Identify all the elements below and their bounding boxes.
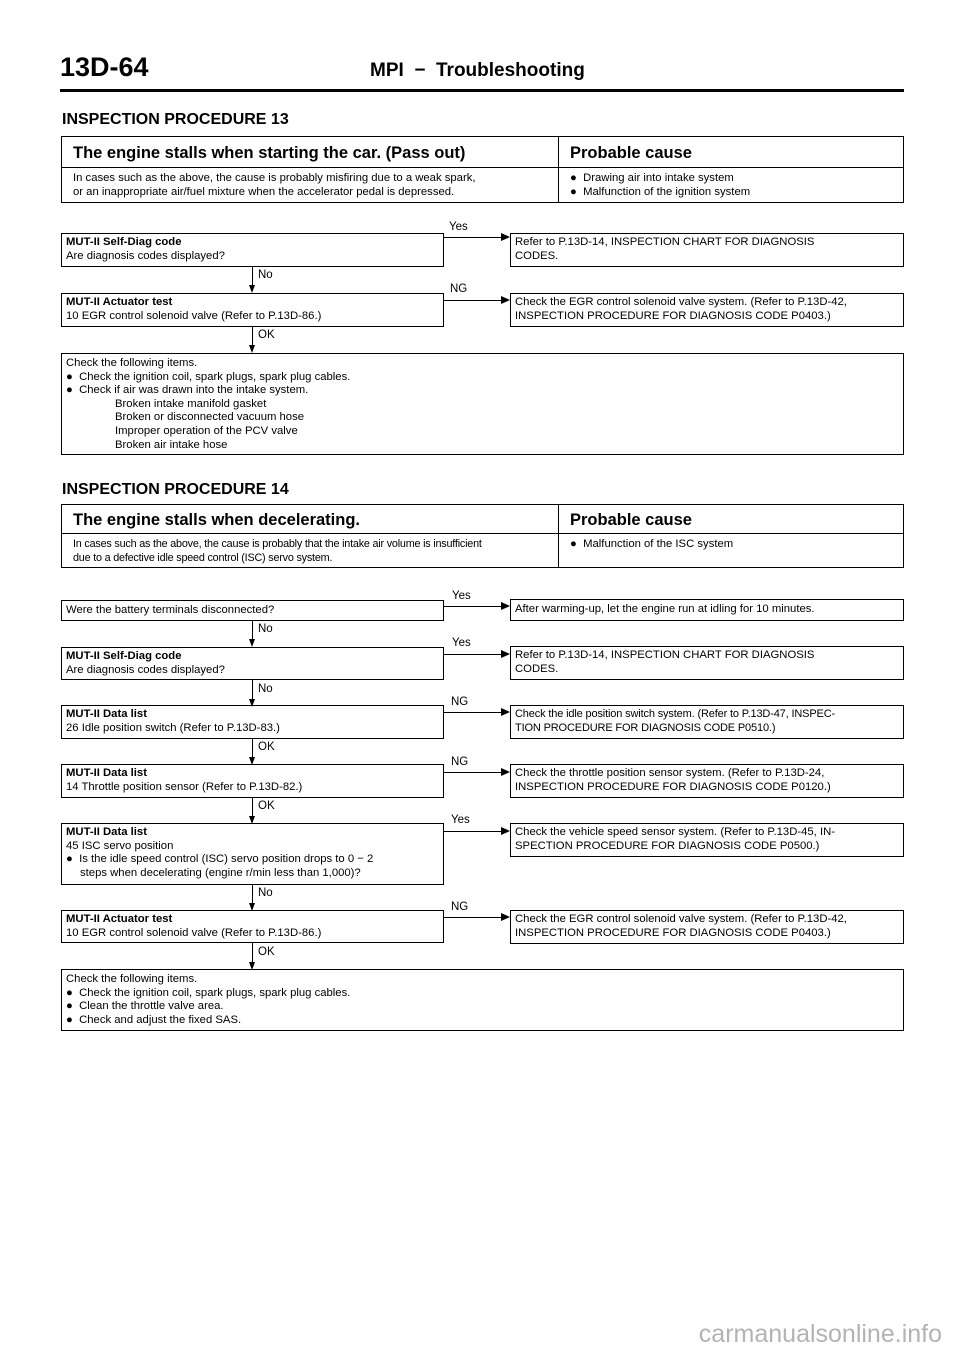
check-item: ● Check if air was drawn into the intake system. (66, 384, 309, 397)
check-subitem: Broken intake manifold gasket (115, 397, 267, 410)
probable-cause-heading: Probable cause (570, 511, 692, 529)
arrow-right-icon (501, 708, 510, 716)
result-box: Check the throttle position sensor system. (Refer to P.13D-24, INSPECTION PROCEDURE FOR DIAGNOSIS CODE P0120.) (510, 764, 904, 798)
arrow-right-icon (501, 233, 510, 241)
arrow-right-icon (501, 827, 510, 835)
symptom-table-13 (61, 136, 904, 203)
symptom-description: In cases such as the above, the cause is probably that the intake air volume is insufficient due to a defective idle speed control (ISC) servo system. (73, 538, 482, 564)
result-box: Check the EGR control solenoid valve system. (Refer to P.13D-42, INSPECTION PROCEDURE FOR DIAGNOSIS CODE P0403.) (510, 910, 904, 944)
arrow-right-icon (501, 913, 510, 921)
branch-connector (444, 712, 503, 713)
branch-connector (444, 300, 503, 301)
branch-label-ng: NG (450, 283, 468, 295)
section-title-14: INSPECTION PROCEDURE 14 (62, 481, 289, 498)
step-box: MUT-II Actuator test 10 EGR control solenoid valve (Refer to P.13D-86.) (61, 910, 444, 943)
probable-cause-list (570, 537, 733, 551)
step-box: MUT-II Data list 45 ISC servo position ● Is the idle speed control (ISC) servo position drops to 0 − 2 steps when decelerating (engine r/min less than 1,000)? (61, 823, 444, 885)
header-rule (60, 89, 904, 92)
probable-cause-list (570, 171, 750, 199)
branch-label-ng: NG (451, 901, 469, 913)
check-subitem: Improper operation of the PCV valve (115, 424, 298, 437)
result-box: Check the EGR control solenoid valve system. (Refer to P.13D-42, INSPECTION PROCEDURE FOR DIAGNOSIS CODE P0403.) (510, 293, 904, 327)
flow-label-ok: OK (258, 741, 275, 753)
section-title-13: INSPECTION PROCEDURE 13 (62, 111, 289, 128)
result-box: After warming-up, let the engine run at idling for 10 minutes. (510, 599, 904, 621)
watermark: carmanualsonline.info (698, 1320, 942, 1348)
final-check-box: Check the following items. ● Check the ignition coil, spark plugs, spark plug cables. ● Check if air was drawn into the intake system. Broken intake manifold gasket Broken or disconnected vacuum hose Improper operation of the PCV valve Broken air intake hose (61, 353, 904, 455)
step-box: Were the battery terminals disconnected? (61, 600, 444, 621)
check-item: ● Check the ignition coil, spark plugs, spark plug cables. (66, 370, 351, 383)
flow-label-ok: OK (258, 329, 275, 341)
cause-item: ● Malfunction of the ignition system (570, 186, 751, 198)
branch-label-yes: Yes (449, 221, 468, 233)
branch-connector (444, 654, 503, 655)
flow-label-no: No (258, 623, 273, 635)
arrow-down-icon (249, 345, 255, 353)
check-item: ● Check and adjust the fixed SAS. (66, 1013, 242, 1026)
result-box: Refer to P.13D-14, INSPECTION CHART FOR DIAGNOSIS CODES. (510, 646, 904, 680)
branch-label-yes: Yes (452, 637, 471, 649)
branch-connector (444, 831, 503, 832)
result-box: Check the idle position switch system. (Refer to P.13D-47, INSPEC- TION PROCEDURE FOR DIAGNOSIS CODE P0510.) (510, 705, 904, 739)
arrow-down-icon (249, 285, 255, 293)
step-box: MUT-II Data list 26 Idle position switch (Refer to P.13D-83.) (61, 705, 444, 739)
branch-connector (444, 237, 503, 238)
branch-label-yes: Yes (452, 590, 471, 602)
branch-connector (444, 917, 503, 918)
cause-item: ● Malfunction of the ISC system (570, 538, 734, 550)
step-box: MUT-II Self-Diag code Are diagnosis codes displayed? (61, 233, 444, 267)
check-subitem: Broken or disconnected vacuum hose (115, 411, 305, 424)
flow-label-no: No (258, 887, 273, 899)
flow-label-ok: OK (258, 946, 275, 958)
branch-connector (444, 606, 503, 607)
arrow-right-icon (501, 602, 510, 610)
result-box: Refer to P.13D-14, INSPECTION CHART FOR DIAGNOSIS CODES. (510, 233, 904, 267)
check-item: ● Is the idle speed control (ISC) servo position drops to 0 − 2 (66, 853, 374, 866)
branch-label-ng: NG (451, 696, 469, 708)
step-box: MUT-II Data list 14 Throttle position sensor (Refer to P.13D-82.) (61, 764, 444, 798)
flow-label-no: No (258, 683, 273, 695)
flow-label-no: No (258, 269, 273, 281)
symptom-title: The engine stalls when starting the car. (Pass out) (73, 144, 466, 162)
arrow-right-icon (501, 296, 510, 304)
probable-cause-heading: Probable cause (570, 144, 692, 162)
flow-label-ok: OK (258, 800, 275, 812)
result-box: Check the vehicle speed sensor system. (Refer to P.13D-45, IN- SPECTION PROCEDURE FOR DIAGNOSIS CODE P0500.) (510, 823, 904, 857)
branch-label-yes: Yes (451, 814, 470, 826)
final-check-box: Check the following items. ● Check the ignition coil, spark plugs, spark plug cables. ● Clean the throttle valve area. ● Check and adjust the fixed SAS. (61, 969, 904, 1031)
cause-item: ● Drawing air into intake system (570, 172, 734, 184)
symptom-title: The engine stalls when decelerating. (73, 511, 360, 529)
page-header-title: MPI − Troubleshooting (370, 60, 585, 81)
branch-label-ng: NG (451, 756, 469, 768)
check-item: ● Check the ignition coil, spark plugs, spark plug cables. (66, 986, 351, 999)
step-box: MUT-II Actuator test 10 EGR control solenoid valve (Refer to P.13D-86.) (61, 293, 444, 327)
arrow-right-icon (501, 768, 510, 776)
arrow-down-icon (249, 639, 255, 647)
symptom-description: In cases such as the above, the cause is probably misfiring due to a weak spark, or an inappropriate air/fuel mixture when the accelerator pedal is depressed. (73, 172, 476, 198)
page-number: 13D-64 (60, 52, 149, 82)
branch-connector (444, 772, 503, 773)
arrow-right-icon (501, 650, 510, 658)
check-item: ● Clean the throttle valve area. (66, 1000, 224, 1013)
symptom-table-14 (61, 504, 904, 568)
check-subitem: Broken air intake hose (115, 438, 228, 451)
step-box: MUT-II Self-Diag code Are diagnosis codes displayed? (61, 647, 444, 680)
